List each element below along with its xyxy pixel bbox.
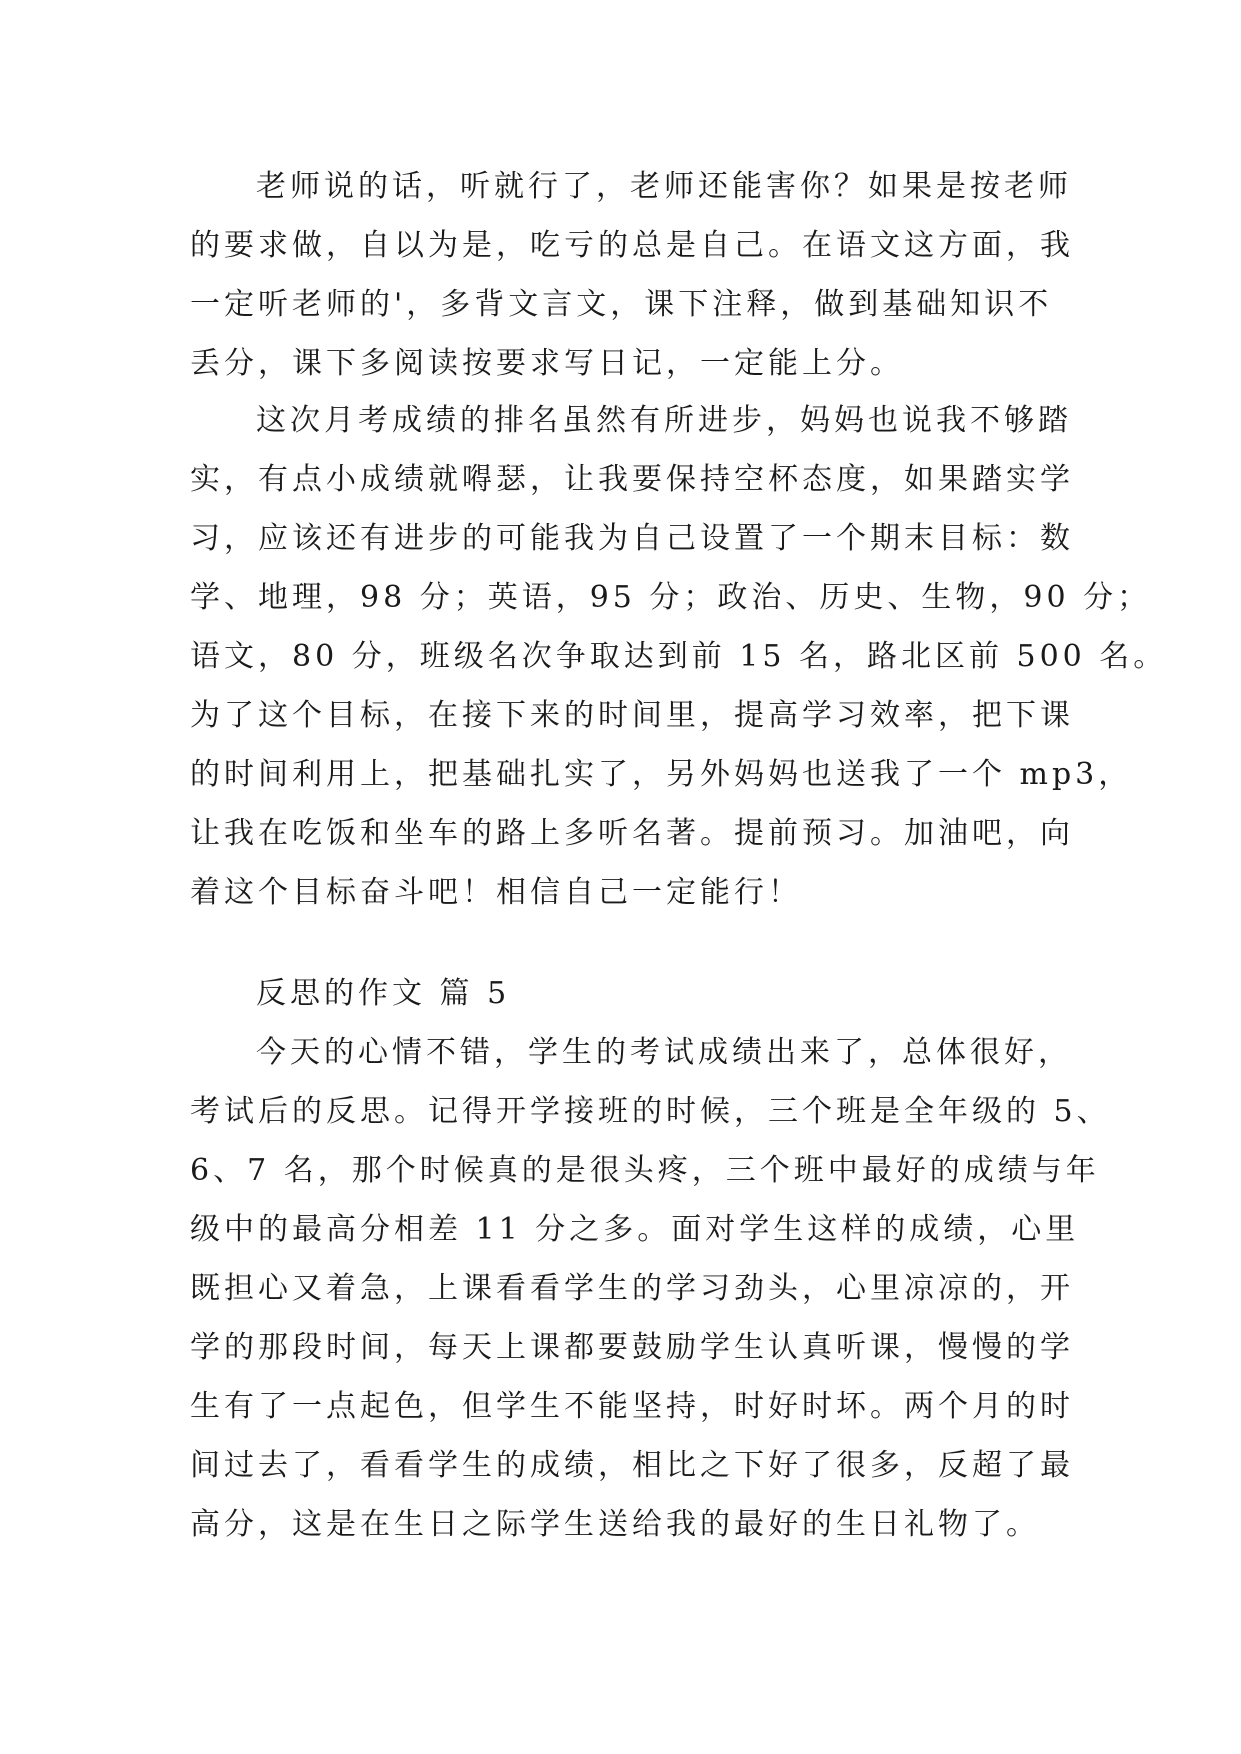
text-line: 学的那段时间，每天上课都要鼓励学生认真听课，慢慢的学 xyxy=(190,1330,1074,1365)
text-line: 6、7 名，那个时候真的是很头疼，三个班中最好的成绩与年 xyxy=(190,1153,1100,1188)
text-line: 今天的心情不错，学生的考试成绩出来了，总体很好， xyxy=(256,1035,1072,1070)
text-line: 一定听老师的'，多背文言文，课下注释，做到基础知识不 xyxy=(190,287,1053,322)
text-line: 级中的最高分相差 11 分之多。面对学生这样的成绩，心里 xyxy=(190,1212,1080,1247)
text-line: 生有了一点起色，但学生不能坚持，时好时坏。两个月的时 xyxy=(190,1389,1074,1424)
text-line: 的时间利用上，把基础扎实了，另外妈妈也送我了一个 mp3， xyxy=(190,757,1133,792)
paragraph-exam-goals xyxy=(190,391,1168,922)
text-line: 考试后的反思。记得开学接班的时候，三个班是全年级的 5、 xyxy=(190,1094,1111,1129)
text-line: 既担心又着急，上课看看学生的学习劲头，心里凉凉的，开 xyxy=(190,1271,1074,1306)
paragraph-teacher-reflection xyxy=(190,1023,1111,1554)
text-line: 让我在吃饭和坐车的路上多听名著。提前预习。加油吧，向 xyxy=(190,816,1074,851)
text-line: 的要求做，自以为是，吃亏的总是自己。在语文这方面，我 xyxy=(190,228,1074,263)
text-line: 老师说的话，听就行了，老师还能害你？如果是按老师 xyxy=(256,169,1072,204)
text-line: 语文，80 分，班级名次争取达到前 15 名，路北区前 500 名。 xyxy=(190,639,1168,674)
text-line: 为了这个目标，在接下来的时间里，提高学习效率，把下课 xyxy=(190,698,1074,733)
text-line: 丢分，课下多阅读按要求写日记，一定能上分。 xyxy=(190,346,904,381)
section-heading xyxy=(190,964,1070,1023)
text-line: 高分，这是在生日之际学生送给我的最好的生日礼物了。 xyxy=(190,1507,1040,1542)
text-line: 学、地理，98 分；英语，95 分；政治、历史、生物，90 分； xyxy=(190,580,1152,615)
paragraph-teacher-advice xyxy=(190,157,1074,393)
text-line: 实，有点小成绩就嘚瑟，让我要保持空杯态度，如果踏实学 xyxy=(190,462,1074,497)
text-line: 着这个目标奋斗吧！相信自己一定能行！ xyxy=(190,875,802,910)
text-line: 习，应该还有进步的可能我为自己设置了一个期末目标：数 xyxy=(190,521,1074,556)
section-title-text: 反思的作文 篇 5 xyxy=(256,976,511,1011)
text-line: 这次月考成绩的排名虽然有所进步，妈妈也说我不够踏 xyxy=(256,403,1072,438)
text-line: 间过去了，看看学生的成绩，相比之下好了很多，反超了最 xyxy=(190,1448,1074,1483)
